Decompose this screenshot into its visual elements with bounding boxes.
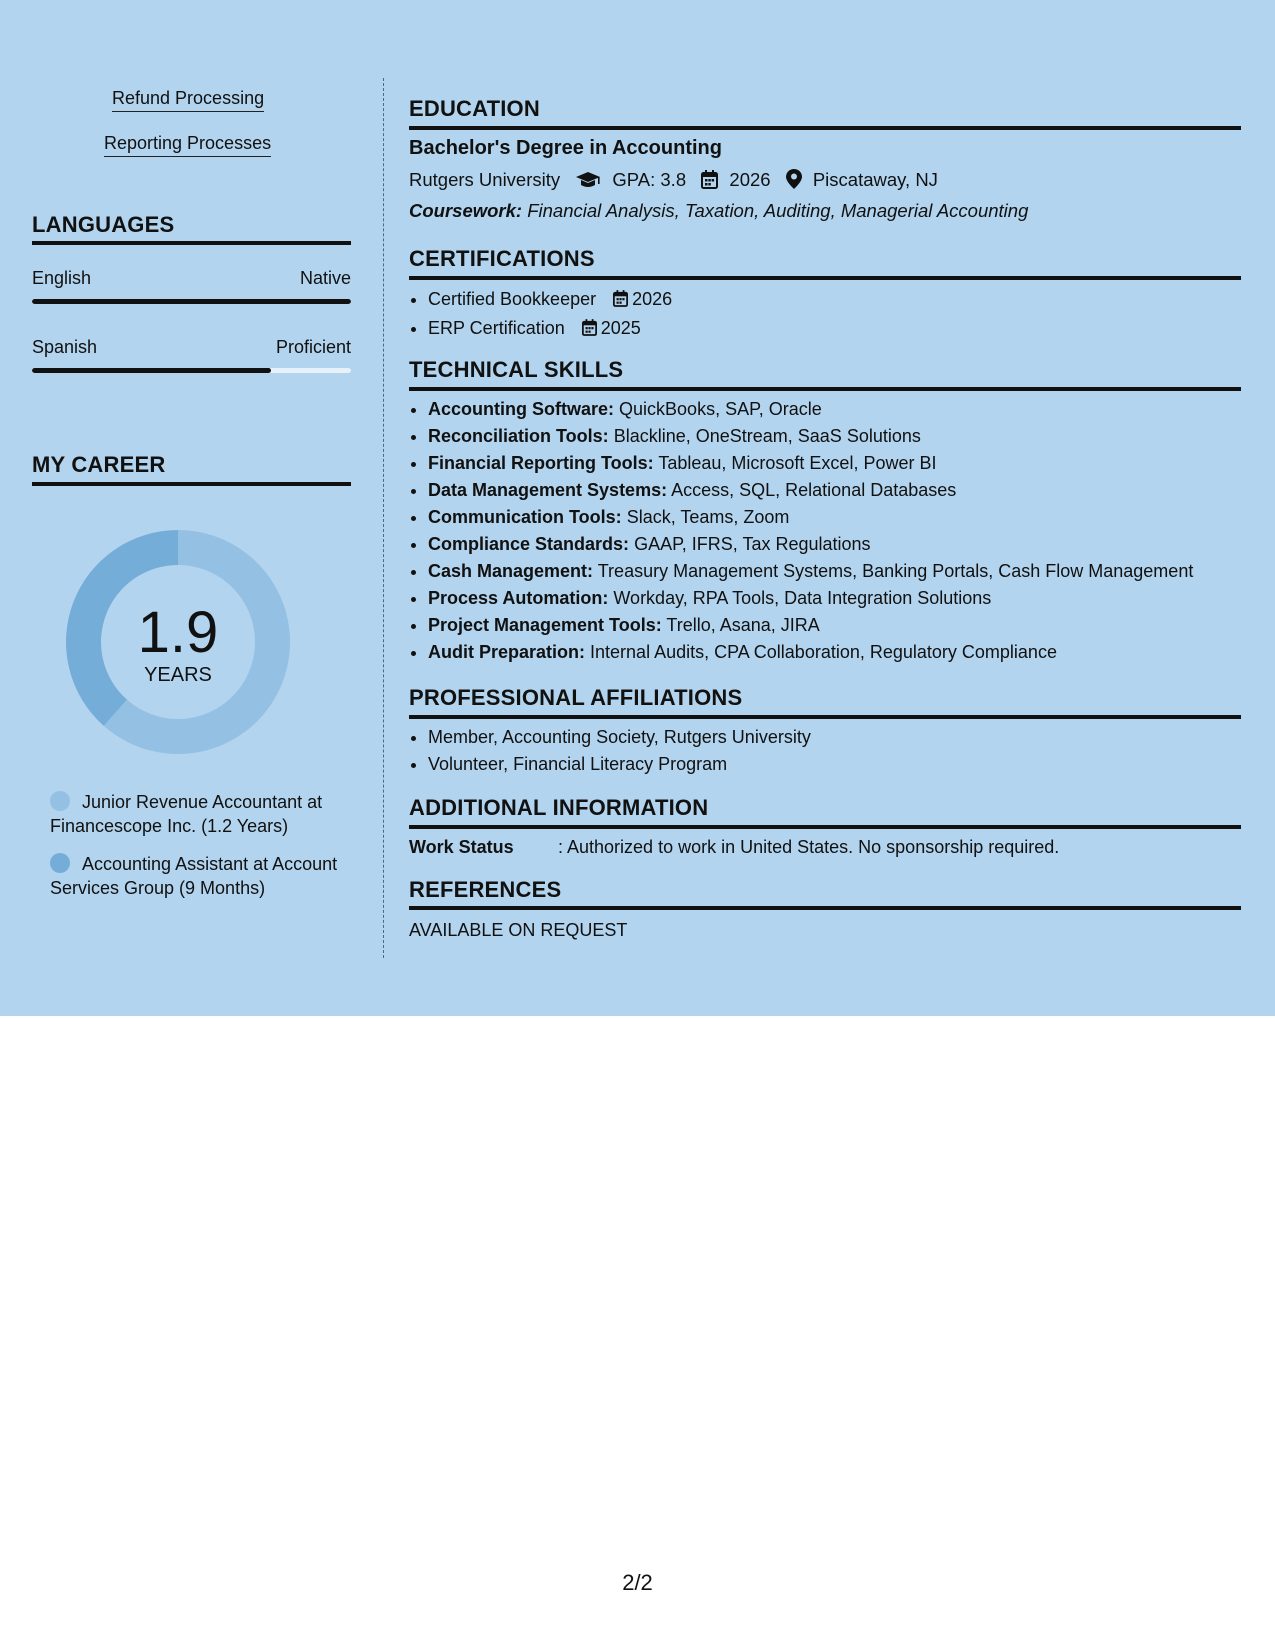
technical-skill-item xyxy=(428,396,1193,423)
language-spanish-bar xyxy=(32,368,351,373)
calendar-icon xyxy=(701,170,718,194)
technical-skill-item xyxy=(428,531,1193,558)
career-item-text: Accounting Assistant at Account Services Group (9 Months) xyxy=(50,854,338,898)
language-english xyxy=(32,268,351,289)
page-number: 2/2 xyxy=(622,1570,653,1595)
language-spanish xyxy=(32,337,351,358)
affiliations-title: PROFESSIONAL AFFILIATIONS xyxy=(409,685,743,710)
certifications-list xyxy=(409,286,672,344)
technical-skill-item xyxy=(428,450,1193,477)
certification-name: Certified Bookkeeper xyxy=(428,289,597,309)
additional-info-rule xyxy=(409,825,1241,829)
career-rule xyxy=(32,482,351,486)
references-text: AVAILABLE ON REQUEST xyxy=(409,920,628,940)
career-legend-dot xyxy=(50,791,70,811)
skill-values: Workday, RPA Tools, Data Integration Solutions xyxy=(613,588,992,608)
education-title: EDUCATION xyxy=(409,96,540,121)
certification-year: 2026 xyxy=(632,289,673,309)
school-name: Rutgers University xyxy=(409,169,561,190)
work-status-label: Work Status xyxy=(409,837,514,857)
skill-values: GAAP, IFRS, Tax Regulations xyxy=(634,534,871,554)
career-title: MY CAREER xyxy=(32,452,166,477)
technical-skill-item xyxy=(428,477,1193,504)
certification-year: 2025 xyxy=(600,318,641,338)
language-english-bar-fill xyxy=(32,299,351,304)
languages-title: LANGUAGES xyxy=(32,212,175,237)
certification-item xyxy=(428,315,672,344)
skill-values: Internal Audits, CPA Collaboration, Regulatory Compliance xyxy=(590,642,1057,662)
language-name: English xyxy=(32,268,92,288)
skill-category: Reconciliation Tools: xyxy=(428,426,609,446)
skill-category: Process Automation: xyxy=(428,588,609,608)
references-rule xyxy=(409,906,1241,910)
language-name: Spanish xyxy=(32,337,98,357)
skill-category: Accounting Software: xyxy=(428,399,615,419)
technical-skill-item xyxy=(428,585,1193,612)
skill-values: Trello, Asana, JIRA xyxy=(666,615,820,635)
affiliations-list xyxy=(409,724,811,778)
skill-category: Audit Preparation: xyxy=(428,642,586,662)
technical-skill-item xyxy=(428,639,1193,666)
certification-name: ERP Certification xyxy=(428,318,565,338)
column-divider xyxy=(383,78,384,958)
graduation-year: 2026 xyxy=(729,169,771,190)
certifications-title: CERTIFICATIONS xyxy=(409,246,595,271)
affiliation-item: • Member, Accounting Society, Rutgers University xyxy=(428,724,811,751)
coursework-label: Coursework: xyxy=(409,200,523,221)
certifications-rule xyxy=(409,276,1241,280)
work-status-value: : Authorized to work in United States. No sponsorship required. xyxy=(558,837,1060,857)
technical-skill-item xyxy=(428,612,1193,639)
location-pin-icon xyxy=(786,169,802,194)
skill-category: Compliance Standards: xyxy=(428,534,630,554)
career-total-years: 1.9 xyxy=(137,599,219,665)
career-item xyxy=(50,790,340,838)
language-english-bar xyxy=(32,299,351,304)
graduation-cap-icon xyxy=(575,171,601,194)
calendar-icon xyxy=(582,317,597,344)
language-level: Native xyxy=(299,268,351,288)
calendar-icon xyxy=(613,288,628,315)
donut-center xyxy=(66,530,290,754)
career-unit: YEARS xyxy=(144,663,212,686)
skill-category: Communication Tools: xyxy=(428,507,622,527)
skill-category: Cash Management: xyxy=(428,561,594,581)
additional-info-title: ADDITIONAL INFORMATION xyxy=(409,795,709,820)
languages-rule xyxy=(32,241,351,245)
skill-values: Slack, Teams, Zoom xyxy=(626,507,790,527)
skill-values: Blackline, OneStream, SaaS Solutions xyxy=(613,426,921,446)
skill-category: Project Management Tools: xyxy=(428,615,662,635)
coursework-list: Financial Analysis, Taxation, Auditing, Managerial Accounting xyxy=(527,200,1029,221)
skill-values: Treasury Management Systems, Banking Portals, Cash Flow Management xyxy=(597,561,1194,581)
career-item-text: Junior Revenue Accountant at Financescope Inc. (1.2 Years) xyxy=(50,792,323,836)
career-item xyxy=(50,852,340,900)
skill-values: QuickBooks, SAP, Oracle xyxy=(619,399,822,419)
skill-category: Data Management Systems: xyxy=(428,480,668,500)
career-donut-chart xyxy=(66,530,290,754)
gpa: GPA: 3.8 xyxy=(612,169,687,190)
coursework xyxy=(409,200,1028,222)
education-rule xyxy=(409,126,1241,130)
certification-item xyxy=(428,286,672,315)
technical-skill-item xyxy=(428,423,1193,450)
language-level: Proficient xyxy=(275,337,351,357)
technical-skills-list xyxy=(409,396,1193,666)
skill-reporting-processes: Reporting Processes xyxy=(104,133,271,157)
technical-skills-rule xyxy=(409,387,1241,391)
technical-skill-item xyxy=(428,504,1193,531)
skill-category: Financial Reporting Tools: xyxy=(428,453,654,473)
affiliation-item: • Volunteer, Financial Literacy Program xyxy=(428,751,811,778)
degree-name: Bachelor's Degree in Accounting xyxy=(409,137,722,159)
language-spanish-bar-fill xyxy=(32,368,271,373)
technical-skill-item xyxy=(428,558,1193,585)
skill-values: Access, SQL, Relational Databases xyxy=(671,480,957,500)
career-legend-dot xyxy=(50,853,70,873)
skill-refund-processing: Refund Processing xyxy=(112,88,264,112)
references-title: REFERENCES xyxy=(409,877,562,902)
affiliations-rule xyxy=(409,715,1241,719)
skill-values: Tableau, Microsoft Excel, Power BI xyxy=(658,453,937,473)
education-details xyxy=(409,169,938,194)
school-location: Piscataway, NJ xyxy=(812,169,938,190)
technical-skills-title: TECHNICAL SKILLS xyxy=(409,357,624,382)
work-status-row xyxy=(409,837,1059,858)
